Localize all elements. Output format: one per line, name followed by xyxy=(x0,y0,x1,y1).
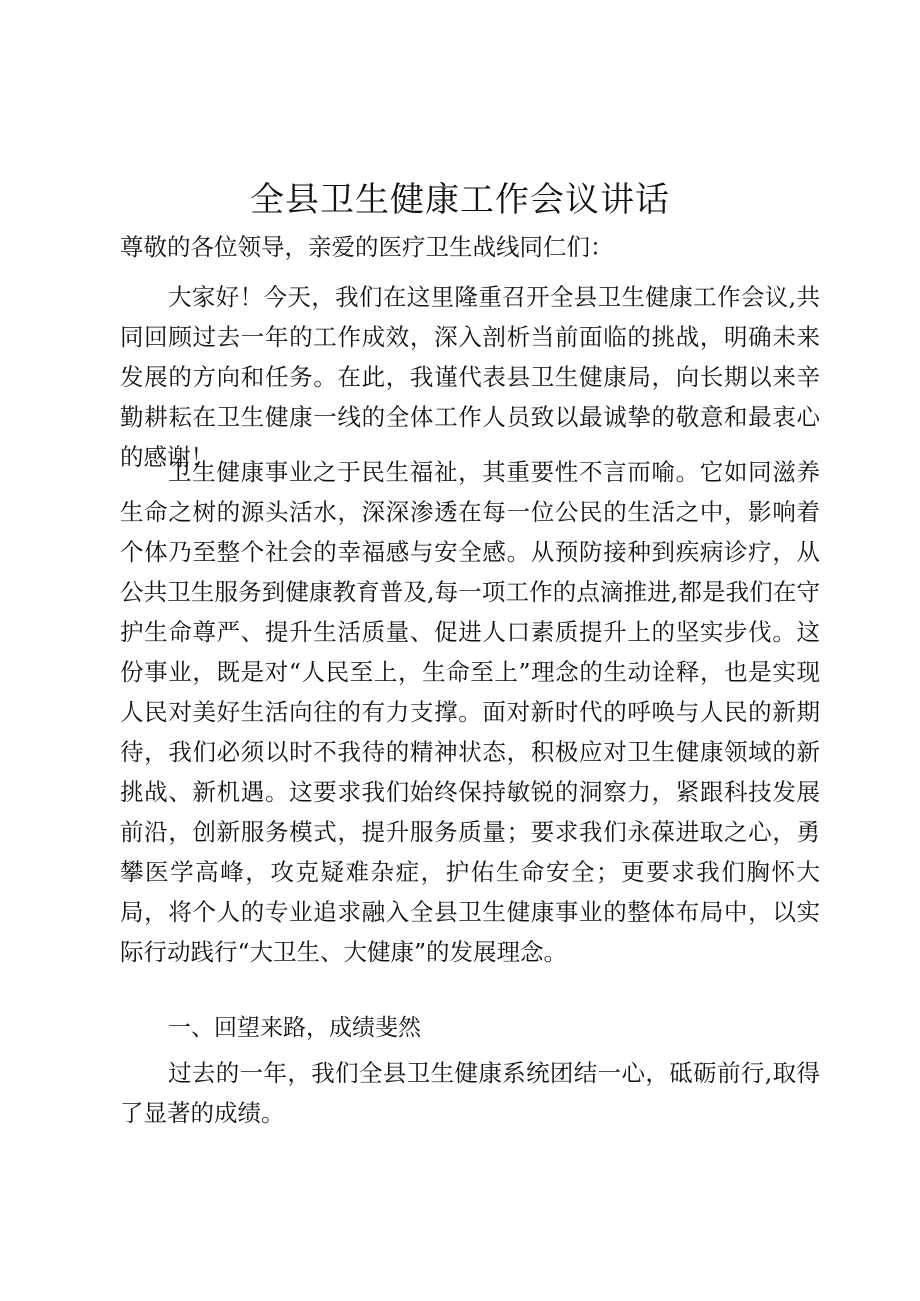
paragraph-importance: 卫生健康事业之于民生福祉，其重要性不言而喻。它如同滋养生命之树的源头活水，深深渗透在每一位公民的生活之中，影响着个体乃至整个社会的幸福感与安全感。从预防接种到疾病诊疗，从公共卫生服务到健康教育普及,每一项工作的点滴推进,都是我们在守护生命尊严、提升生活质量、促进人口素质提升上的坚实步伐。这份事业，既是对“人民至上，生命至上”理念的生动诠释，也是实现人民对美好生活向往的有力支撑。面对新时代的呼唤与人民的新期待，我们必须以时不我待的精神状态，积极应对卫生健康领域的新挑战、新机遇。这要求我们始终保持敏锐的洞察力，紧跟科技发展前沿，创新服务模式，提升服务质量；要求我们永葆进取之心，勇攀医学高峰，攻克疑难杂症，护佑生命安全；更要求我们胸怀大局，将个人的专业追求融入全县卫生健康事业的整体布局中，以实际行动践行“大卫生、大健康”的发展理念。 xyxy=(120,458,820,966)
paragraph-review: 过去的一年，我们全县卫生健康系统团结一心，砥砺前行,取得了显著的成绩。 xyxy=(120,1059,820,1127)
section-heading: 一、回望来路，成绩斐然 xyxy=(168,1015,421,1041)
paragraph-greeting: 大家好！今天，我们在这里隆重召开全县卫生健康工作会议,共同回顾过去一年的工作成效，深入剖析当前面临的挑战，明确未来发展的方向和任务。在此，我谨代表县卫生健康局，向长期以来辛勤耕耘在卫生健康一线的全体工作人员致以最诚挚的敬意和最衷心的感谢！ xyxy=(120,283,820,471)
salutation: 尊敬的各位领导，亲爱的医疗卫生战线同仁们： xyxy=(120,233,614,261)
document-title: 全县卫生健康工作会议讲话 xyxy=(250,180,670,220)
